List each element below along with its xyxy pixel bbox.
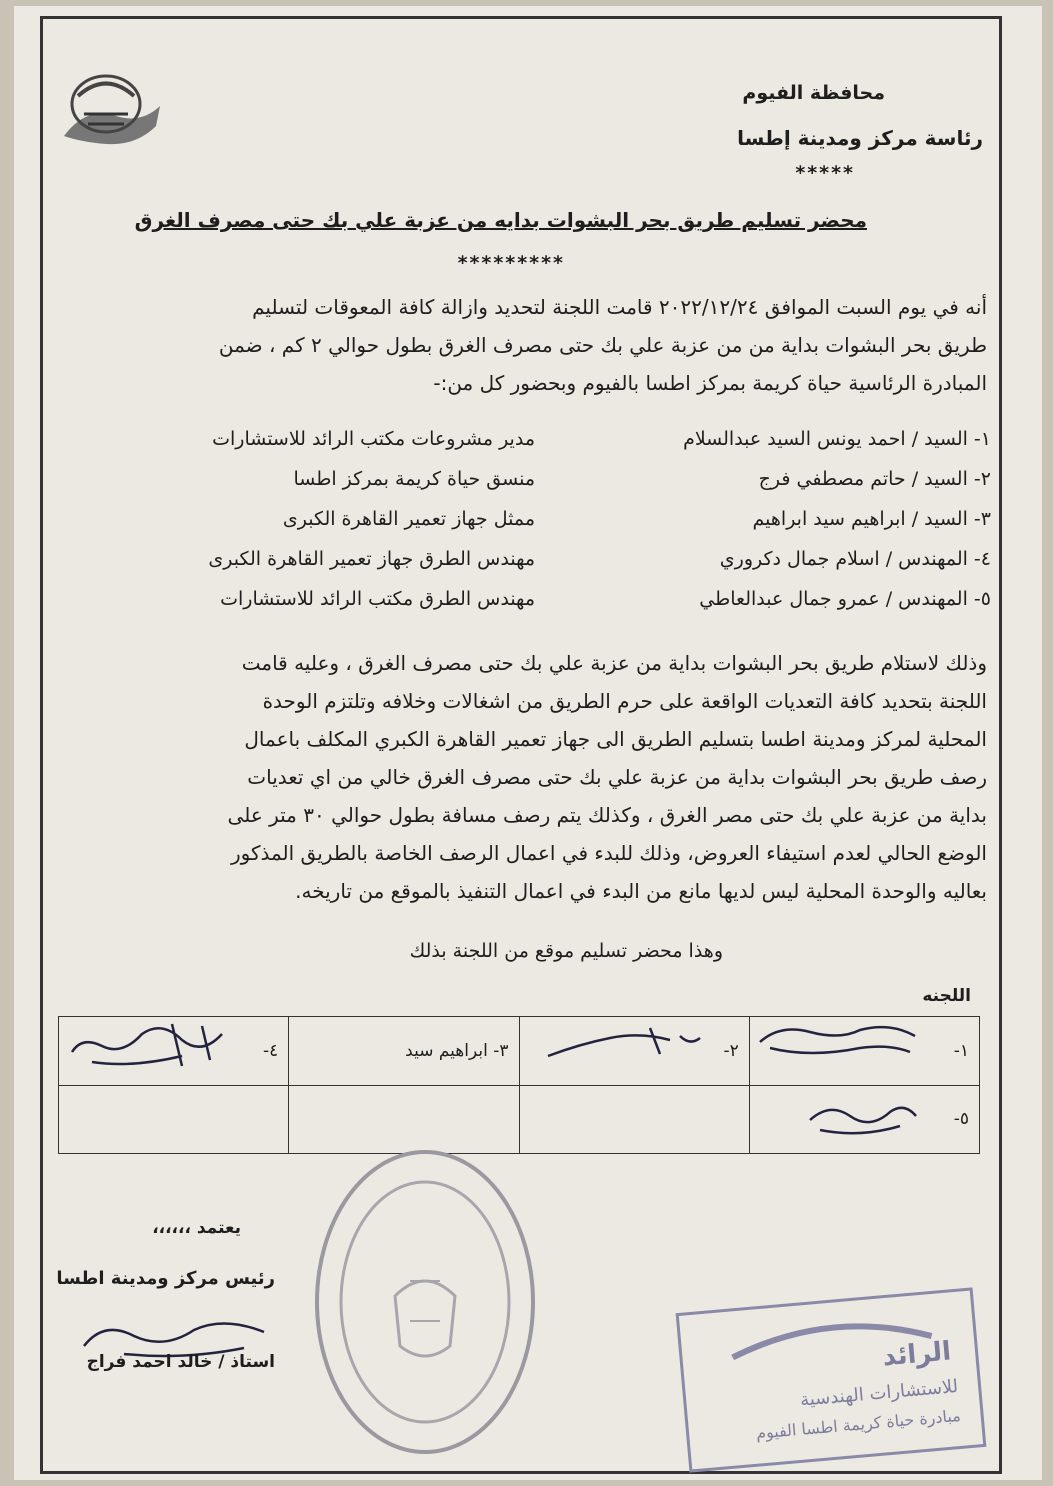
attendee-role: مهندس الطرق مكتب الرائد للاستشارات	[220, 588, 535, 610]
stamp-line-1: للاستشارات الهندسية	[799, 1375, 959, 1411]
governorate-logo	[56, 66, 166, 156]
governorate-name: محافظة الفيوم	[742, 82, 885, 104]
attendee-row	[61, 468, 991, 508]
intro-line: طريق بحر البشوات بداية من من عزبة علي بك حتى مصرف الغرق بطول حوالي ٢ كم ، ضمن	[218, 333, 987, 357]
body-line: بداية من عزبة علي بك حتى مصر الغرق ، وكذلك يتم رصف مسافة بطول حوالي ٣٠ متر على	[227, 803, 987, 827]
signature-cell	[289, 1017, 519, 1086]
company-stamp	[676, 1287, 987, 1472]
attendee-name: ٥- المهندس / عمرو جمال عبدالعاطي	[699, 588, 991, 610]
head-title: رئيس مركز ومدينة اطسا	[56, 1268, 275, 1289]
approval-label: يعتمد ،،،،،،	[152, 1218, 241, 1238]
committee-label: اللجنه	[922, 986, 971, 1006]
attendee-row	[61, 508, 991, 548]
presidency-name: رئاسة مركز ومدينة إطسا	[737, 126, 983, 150]
signature-cell	[289, 1085, 519, 1154]
signature-5	[800, 1094, 920, 1140]
body-line: الوضع الحالي لعدم استيفاء العروض، وذلك للبدء في اعمال الرصف الخاصة بالطريق المذكور	[230, 841, 987, 865]
intro-line: المبادرة الرئاسية حياة كريمة بمركز اطسا بالفيوم وبحضور كل من:-	[433, 371, 987, 395]
attendee-name: ١- السيد / احمد يونس السيد عبدالسلام	[683, 428, 991, 450]
body-line: رصف طريق بحر البشوات بداية من عزبة علي بك حتى مصرف الغرق خالي من اي تعديات	[247, 765, 987, 789]
signature-4	[62, 1016, 232, 1074]
intro-line: أنه في يوم السبت الموافق ٢٠٢٢/١٢/٢٤ قامت اللجنة لتحديد وازالة كافة المعوقات لتسليم	[252, 295, 987, 319]
signature-1	[750, 1018, 920, 1064]
stamp-company-name: الرائد	[881, 1336, 953, 1373]
attendee-name: ٢- السيد / حاتم مصطفي فرج	[758, 468, 991, 490]
attendee-row	[61, 428, 991, 468]
intro-paragraph	[67, 288, 987, 402]
signature-cell-label: ٤-	[262, 1040, 279, 1061]
attendee-name: ٤- المهندس / اسلام جمال دكروري	[719, 548, 991, 570]
head-name: استاذ / خالد احمد فراج	[86, 1352, 275, 1372]
title-stars: *********	[457, 252, 565, 274]
signature-cell	[519, 1085, 749, 1154]
body-line: وذلك لاستلام طريق بحر البشوات بداية من عزبة علي بك حتى مصرف الغرق ، وعليه قامت	[241, 651, 987, 675]
signature-2	[540, 1018, 710, 1064]
stamp-line-2: مبادرة حياة كريمة اطسا الفيوم	[755, 1405, 962, 1443]
signature-cell-label: ٥-	[953, 1109, 969, 1130]
closing-statement: وهذا محضر تسليم موقع من اللجنة بذلك	[409, 940, 723, 962]
signature-cell-label: ٣- ابراهيم سيد	[405, 1040, 509, 1061]
attendee-row	[61, 548, 991, 588]
body-paragraph	[67, 644, 987, 910]
body-line: بعاليه والوحدة المحلية ليس لديها مانع من البدء في اعمال التنفيذ بالموقع من تاريخه.	[295, 879, 987, 903]
government-seal	[310, 1146, 540, 1458]
signature-cell-label: ١-	[953, 1040, 969, 1061]
attendee-role: مهندس الطرق جهاز تعمير القاهرة الكبرى	[208, 548, 535, 570]
attendee-name: ٣- السيد / ابراهيم سيد ابراهيم	[752, 508, 991, 530]
signature-cell-label: ٢-	[723, 1040, 739, 1061]
attendee-role: مدير مشروعات مكتب الرائد للاستشارات	[212, 428, 535, 450]
body-line: المحلية لمركز ومدينة اطسا بتسليم الطريق الى جهاز تعمير القاهرة الكبري المكلف باعمال	[244, 727, 987, 751]
document-title: محضر تسليم طريق بحر البشوات بدايه من عزبة علي بك حتى مصرف الغرق	[134, 208, 867, 232]
header-stars: *****	[795, 162, 855, 184]
body-line: اللجنة بتحديد كافة التعديات الواقعة على حرم الطريق من اشغالات وخلافه وتلتزم الوحدة	[262, 689, 987, 713]
attendee-role: منسق حياة كريمة بمركز اطسا	[293, 468, 535, 490]
signature-cell	[59, 1085, 289, 1154]
attendee-role: ممثل جهاز تعمير القاهرة الكبرى	[282, 508, 535, 530]
attendee-row	[61, 588, 991, 628]
